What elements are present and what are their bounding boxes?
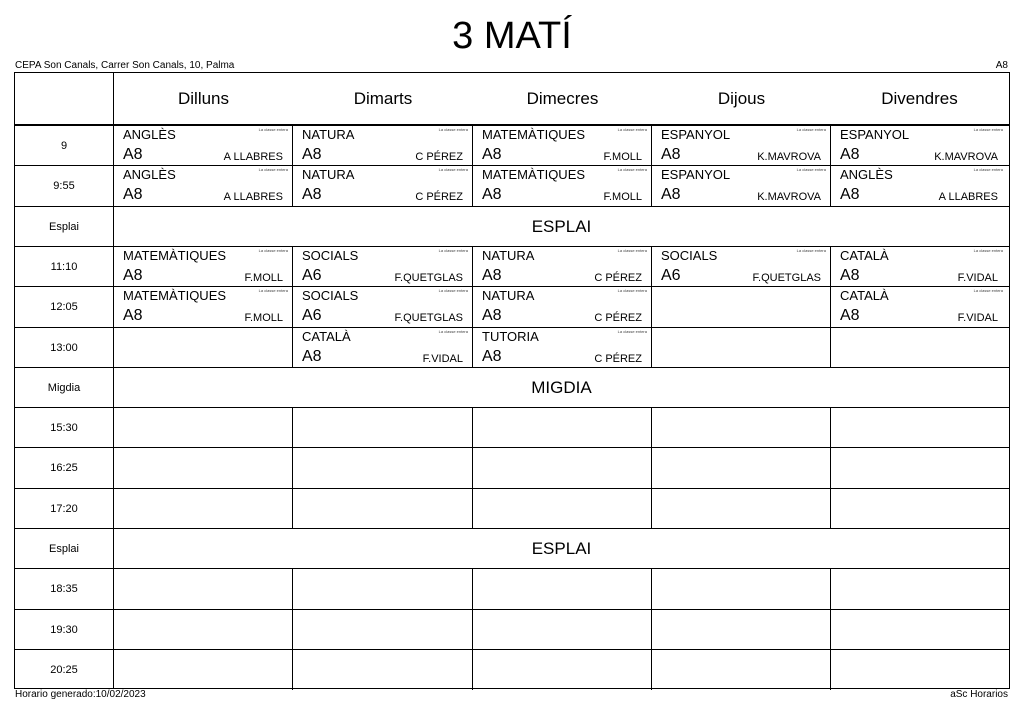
lesson-cell <box>473 287 651 327</box>
group-note: La classe entera <box>796 127 826 132</box>
teacher-name: K.MAVROVA <box>757 191 821 204</box>
empty-cell <box>114 569 292 609</box>
empty-cell <box>473 650 651 690</box>
group-note: La classe entera <box>617 127 647 132</box>
room-code: A8 <box>482 347 502 365</box>
lesson-cell <box>652 166 830 206</box>
time-slot: 16:25 <box>50 462 78 475</box>
group-note: La classe entera <box>796 167 826 173</box>
group-note: La classe entera <box>258 288 288 294</box>
empty-cell <box>831 489 1007 529</box>
room-code: A8 <box>661 186 681 204</box>
teacher-name: C PÉREZ <box>415 191 463 204</box>
room-code: A8 <box>661 146 681 163</box>
group-note: La classe entera <box>258 247 288 253</box>
day-header: Dimarts <box>353 89 413 108</box>
teacher-name: C PÉREZ <box>594 312 642 325</box>
time-slot: Migdia <box>47 381 81 394</box>
lesson-cell <box>293 247 472 287</box>
group-note: La classe entera <box>973 127 1003 132</box>
lesson-cell <box>831 287 1007 327</box>
lesson-cell <box>831 247 1007 287</box>
group-note: La classe entera <box>438 328 468 334</box>
empty-cell <box>652 408 830 448</box>
teacher-name: F.MOLL <box>244 271 283 284</box>
teacher-name: F.MOLL <box>603 191 642 204</box>
room-code: A8 <box>482 186 502 204</box>
subject-name: MATEMÀTIQUES <box>482 167 586 183</box>
subject-name: ESPANYOL <box>661 127 731 142</box>
subject-name: ANGLÈS <box>123 167 176 183</box>
timetable-grid <box>14 72 1010 689</box>
room-code: A8 <box>302 146 322 163</box>
day-header: Divendres <box>881 89 958 108</box>
empty-cell <box>293 610 472 650</box>
empty-cell <box>652 448 830 488</box>
subject-name: TUTORIA <box>482 328 539 344</box>
group-note: La classe entera <box>258 127 288 132</box>
empty-cell <box>831 408 1007 448</box>
empty-cell <box>652 569 830 609</box>
subject-name: NATURA <box>482 247 535 263</box>
break-label: ESPLAI <box>531 216 592 236</box>
subject-name: MATEMÀTIQUES <box>482 127 586 142</box>
generated-date: Horario generado:10/02/2023 <box>15 689 146 700</box>
time-slot: Esplai <box>49 220 79 233</box>
lesson-cell <box>473 328 651 368</box>
group-note: La classe entera <box>617 328 647 334</box>
time-slot: 17:20 <box>50 502 78 515</box>
lesson-cell <box>114 126 292 166</box>
subject-name: CATALÀ <box>840 247 889 263</box>
page-title: 3 MATÍ <box>452 15 572 57</box>
lesson-cell <box>293 166 472 206</box>
room-code: A8 <box>123 186 143 204</box>
empty-cell <box>831 610 1007 650</box>
room-code: A8 <box>482 146 502 163</box>
empty-cell <box>293 448 472 488</box>
lesson-cell <box>473 166 651 206</box>
empty-cell <box>831 569 1007 609</box>
room-code: A8 <box>302 347 322 365</box>
room-code: A8 <box>482 266 502 284</box>
empty-cell <box>114 489 292 529</box>
teacher-name: C PÉREZ <box>594 271 642 284</box>
room-code: A8 <box>995 60 1008 71</box>
teacher-name: C PÉREZ <box>415 151 463 163</box>
day-header: Dilluns <box>177 89 230 108</box>
empty-cell <box>831 328 1007 368</box>
break-label: ESPLAI <box>531 539 592 558</box>
empty-cell <box>114 650 292 690</box>
teacher-name: F.QUETGLAS <box>394 271 463 284</box>
empty-cell <box>652 489 830 529</box>
day-header: Dimecres <box>526 89 599 108</box>
teacher-name: A LLABRES <box>223 191 283 204</box>
room-code: A8 <box>840 146 860 163</box>
time-slot: 9:55 <box>53 180 75 193</box>
group-note: La classe entera <box>438 167 468 173</box>
empty-cell <box>473 408 651 448</box>
empty-cell <box>652 650 830 690</box>
empty-cell <box>293 569 472 609</box>
empty-cell <box>293 408 472 448</box>
teacher-name: A LLABRES <box>223 151 283 163</box>
empty-cell <box>114 610 292 650</box>
room-code: A6 <box>302 307 322 325</box>
room-code: A8 <box>302 186 322 204</box>
time-slot: 19:30 <box>50 623 78 636</box>
teacher-name: K.MAVROVA <box>934 151 998 163</box>
room-code: A6 <box>302 266 322 284</box>
room-code: A8 <box>840 266 860 284</box>
lesson-cell <box>831 166 1007 206</box>
subject-name: CATALÀ <box>840 288 889 304</box>
empty-cell <box>114 448 292 488</box>
teacher-name: F.QUETGLAS <box>394 312 463 325</box>
lesson-cell <box>114 166 292 206</box>
group-note: La classe entera <box>973 288 1003 294</box>
group-note: La classe entera <box>973 247 1003 253</box>
empty-cell <box>293 650 472 690</box>
teacher-name: A LLABRES <box>938 191 998 204</box>
teacher-name: F.QUETGLAS <box>752 271 821 284</box>
subject-name: ESPANYOL <box>661 167 731 183</box>
group-note: La classe entera <box>617 247 647 253</box>
room-code: A8 <box>123 266 143 284</box>
teacher-name: C PÉREZ <box>594 352 642 365</box>
time-slot: 18:35 <box>50 583 78 596</box>
room-code: A8 <box>482 307 502 325</box>
time-slot: 13:00 <box>50 341 78 354</box>
empty-cell <box>293 489 472 529</box>
room-code: A8 <box>123 307 143 325</box>
subject-name: SOCIALS <box>302 288 359 304</box>
empty-cell <box>114 328 292 368</box>
teacher-name: F.MOLL <box>603 151 642 163</box>
subject-name: SOCIALS <box>661 247 718 263</box>
empty-cell <box>652 610 830 650</box>
lesson-cell <box>293 287 472 327</box>
teacher-name: K.MAVROVA <box>757 151 821 163</box>
subject-name: MATEMÀTIQUES <box>123 288 227 304</box>
time-slot: 20:25 <box>50 663 78 676</box>
subject-name: MATEMÀTIQUES <box>123 247 227 263</box>
subject-name: ANGLÈS <box>123 127 176 142</box>
lesson-cell <box>114 247 292 287</box>
group-note: La classe entera <box>617 288 647 294</box>
time-slot: 11:10 <box>50 260 78 273</box>
subject-name: SOCIALS <box>302 247 359 263</box>
lesson-cell <box>114 287 292 327</box>
teacher-name: F.VIDAL <box>957 312 998 325</box>
break-label: MIGDIA <box>531 377 592 397</box>
lesson-cell <box>293 126 472 166</box>
room-code: A8 <box>840 307 860 325</box>
school-address: CEPA Son Canals, Carrer Son Canals, 10, Palma <box>15 60 235 71</box>
lesson-cell <box>293 328 472 368</box>
empty-cell <box>652 328 830 368</box>
empty-cell <box>114 408 292 448</box>
group-note: La classe entera <box>438 288 468 294</box>
group-note: La classe entera <box>438 127 468 132</box>
empty-cell <box>831 448 1007 488</box>
empty-cell <box>831 650 1007 690</box>
subject-name: NATURA <box>302 127 355 142</box>
time-slot: 15:30 <box>50 422 78 435</box>
group-note: La classe entera <box>796 247 826 253</box>
subject-name: NATURA <box>302 167 355 183</box>
group-note: La classe entera <box>973 167 1003 173</box>
lesson-cell <box>652 126 830 166</box>
subject-name: NATURA <box>482 288 535 304</box>
day-header: Dijous <box>717 89 766 108</box>
empty-cell <box>473 569 651 609</box>
lesson-cell <box>652 247 830 287</box>
teacher-name: F.MOLL <box>244 312 283 325</box>
subject-name: CATALÀ <box>302 328 351 344</box>
teacher-name: F.VIDAL <box>957 271 998 284</box>
room-code: A8 <box>840 186 860 204</box>
subject-name: ANGLÈS <box>840 167 893 183</box>
time-slot: Esplai <box>49 543 79 555</box>
teacher-name: F.VIDAL <box>422 352 463 365</box>
group-note: La classe entera <box>617 167 647 173</box>
lesson-cell <box>473 247 651 287</box>
time-slot: 9 <box>60 140 68 152</box>
software-credit: aSc Horarios <box>950 689 1008 700</box>
empty-cell <box>473 489 651 529</box>
subject-name: ESPANYOL <box>840 127 910 142</box>
group-note: La classe entera <box>258 167 288 173</box>
empty-cell <box>652 287 830 327</box>
group-note: La classe entera <box>438 247 468 253</box>
empty-cell <box>473 448 651 488</box>
room-code: A6 <box>661 266 681 284</box>
empty-cell <box>473 610 651 650</box>
time-slot: 12:05 <box>50 301 78 314</box>
lesson-cell <box>831 126 1007 166</box>
room-code: A8 <box>123 146 143 163</box>
lesson-cell <box>473 126 651 166</box>
